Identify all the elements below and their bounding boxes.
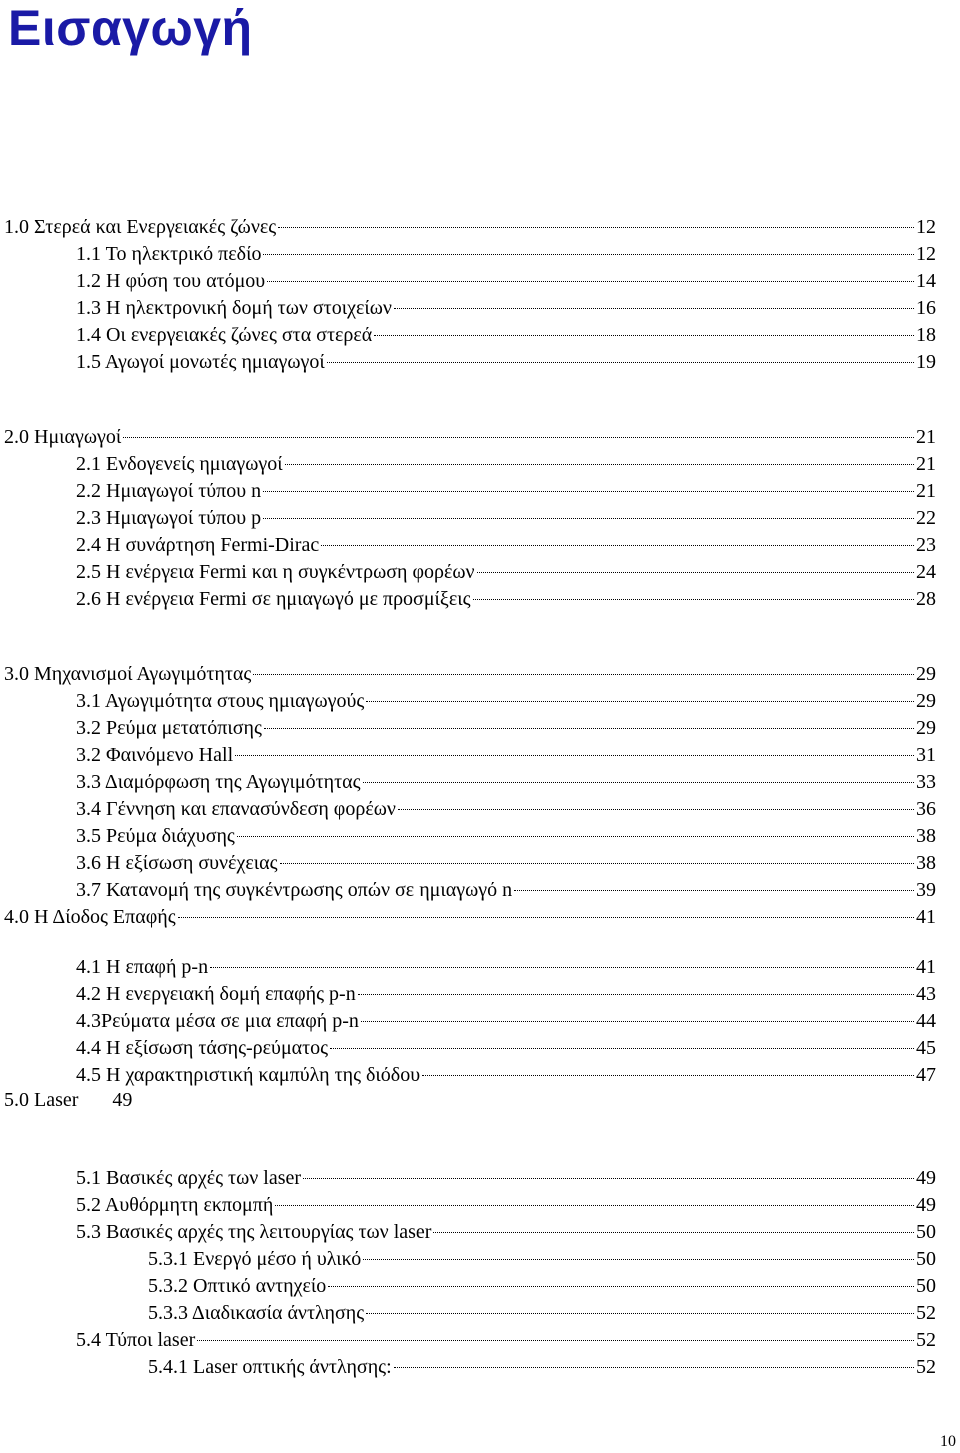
toc-entry-label: 4.0 Η Δίοδος Επαφής (4, 906, 176, 928)
toc-entry-page: 29 (916, 690, 936, 712)
dot-leader (237, 816, 914, 837)
toc-entry-page: 16 (916, 297, 936, 319)
toc-entry-label: 1.4 Οι ενεργειακές ζώνες στα στερεά (76, 324, 373, 346)
toc-entry[interactable] (76, 347, 936, 373)
toc-entry-label: 2.0 Ημιαγωγοί (4, 426, 122, 448)
dot-leader (363, 1239, 914, 1260)
toc-entry-label: 5.3.1 Ενεργό μέσο ή υλικό (148, 1248, 362, 1270)
toc-entry-page: 14 (916, 270, 936, 292)
toc-entry-page: 41 (916, 956, 936, 978)
dot-leader (253, 654, 914, 675)
dot-leader (321, 525, 914, 546)
dot-leader (514, 870, 914, 891)
toc-entry-label: 4.4 Η εξίσωση τάσης-ρεύματος (76, 1037, 329, 1059)
dot-leader (263, 498, 914, 519)
toc-entry-label: 5.1 Βασικές αρχές των laser (76, 1167, 302, 1189)
page-title: Εισαγωγή (8, 0, 253, 56)
dot-leader (263, 234, 914, 255)
toc-entry-page: 38 (916, 825, 936, 847)
dot-leader (327, 342, 914, 363)
dot-leader (361, 1001, 914, 1022)
toc-entry-page: 21 (916, 426, 936, 448)
dot-leader (123, 417, 914, 438)
dot-leader (303, 1158, 914, 1179)
toc-entry-page: 43 (916, 983, 936, 1005)
dot-leader (210, 947, 914, 968)
toc-entry-label: 2.4 Η συνάρτηση Fermi-Dirac (76, 534, 320, 556)
toc-entry-label: 5.4.1 Laser οπτικής άντλησης: (148, 1356, 392, 1378)
dot-leader (280, 843, 914, 864)
dot-leader (178, 897, 914, 918)
dot-leader (366, 681, 914, 702)
toc-entry[interactable] (4, 1087, 132, 1113)
toc-entry-page: 24 (916, 561, 936, 583)
toc-entry-page: 50 (916, 1248, 936, 1270)
dot-leader (330, 1028, 914, 1049)
toc-entry-page: 49 (916, 1167, 936, 1189)
toc-entry-page: 41 (916, 906, 936, 928)
toc-entry[interactable] (76, 1060, 936, 1086)
toc-entry-label: 3.0 Μηχανισμοί Αγωγιμότητας (4, 663, 252, 685)
toc-entry-page: 50 (916, 1221, 936, 1243)
dot-leader (278, 207, 914, 228)
toc-entry-label: 5.4 Τύποι laser (76, 1329, 196, 1351)
dot-leader (267, 261, 914, 282)
dot-leader (394, 1347, 914, 1368)
dot-leader (263, 471, 914, 492)
toc-entry-page: 29 (916, 717, 936, 739)
toc-entry-label: 3.4 Γέννηση και επανασύνδεση φορέων (76, 798, 396, 820)
toc-entry-page: 19 (916, 351, 936, 373)
toc-entry-label: 5.3 Βασικές αρχές της λειτουργίας των laser (76, 1221, 432, 1243)
toc-entry-page: 29 (916, 663, 936, 685)
toc-entry-label: 4.2 Η ενεργειακή δομή επαφής p-n (76, 983, 356, 1005)
toc-entry-label: 1.2 Η φύση του ατόμου (76, 270, 266, 292)
dot-leader (473, 579, 914, 600)
toc-entry-page: 36 (916, 798, 936, 820)
toc-entry-page: 23 (916, 534, 936, 556)
toc-entry-label: 3.2 Φαινόμενο Hall (76, 744, 234, 766)
toc-entry-label: 3.7 Κατανομή της συγκέντρωσης οπών σε ημιαγωγό n (76, 879, 513, 901)
toc-entry-label: 4.3Ρεύματα μέσα σε μια επαφή p-n (76, 1010, 359, 1032)
dot-leader (398, 789, 914, 810)
toc-entry-page: 52 (916, 1302, 936, 1324)
toc-entry-label: 3.6 Η εξίσωση συνέχειας (76, 852, 278, 874)
dot-leader (477, 552, 914, 573)
toc-entry-label: 3.3 Διαμόρφωση της Αγωγιμότητας (76, 771, 361, 793)
toc-entry-page: 22 (916, 507, 936, 529)
toc-entry-label: 2.3 Ημιαγωγοί τύπου p (76, 507, 262, 529)
dot-leader (374, 315, 914, 336)
toc-entry-page: 47 (916, 1064, 936, 1086)
toc-entry-page: 12 (916, 243, 936, 265)
dot-leader (275, 1185, 914, 1206)
toc-entry-page: 31 (916, 744, 936, 766)
toc-entry-label: 4.5 Η χαρακτηριστική καμπύλη της διόδου (76, 1064, 421, 1086)
dot-leader (328, 1266, 914, 1287)
toc-entry[interactable] (76, 584, 936, 610)
toc-entry-page: 12 (916, 216, 936, 238)
toc-entry-label: 3.1 Αγωγιμότητα στους ημιαγωγούς (76, 690, 365, 712)
toc-entry-label: 3.5 Ρεύμα διάχυσης (76, 825, 235, 847)
dot-leader (366, 1293, 914, 1314)
toc-entry-label: 2.2 Ημιαγωγοί τύπου n (76, 480, 262, 502)
toc-entry-label: 5.0 Laser (4, 1089, 79, 1111)
toc-entry-page: 28 (916, 588, 936, 610)
toc-entry-label: 2.6 Η ενέργεια Fermi σε ημιαγωγό με προσμίξεις (76, 588, 471, 610)
page-number: 10 (940, 1433, 956, 1450)
toc-entry[interactable] (4, 902, 936, 928)
toc-entry-label: 2.5 Η ενέργεια Fermi και η συγκέντρωση φορέων (76, 561, 475, 583)
toc-entry-label: 1.5 Αγωγοί μονωτές ημιαγωγοί (76, 351, 325, 373)
dot-leader (394, 288, 914, 309)
dot-leader (363, 762, 914, 783)
toc-entry-page: 21 (916, 453, 936, 475)
toc-entry-label: 5.3.3 Διαδικασία άντλησης (148, 1302, 365, 1324)
toc-entry-page: 45 (916, 1037, 936, 1059)
toc-entry-page: 49 (112, 1089, 133, 1111)
toc-entry-page: 18 (916, 324, 936, 346)
toc-entry-page: 49 (916, 1194, 936, 1216)
toc-entry-label: 1.3 Η ηλεκτρονική δομή των στοιχείων (76, 297, 392, 319)
dot-leader (197, 1320, 914, 1341)
toc-entry-label: 1.0 Στερεά και Ενεργειακές ζώνες (4, 216, 277, 238)
toc-entry-page: 50 (916, 1275, 936, 1297)
toc-entry-page: 33 (916, 771, 936, 793)
dot-leader (358, 974, 914, 995)
toc-entry-label: 4.1 Η επαφή p-n (76, 956, 209, 978)
toc-entry-page: 52 (916, 1329, 936, 1351)
dot-leader (422, 1055, 914, 1076)
toc-entry-page: 39 (916, 879, 936, 901)
toc-entry-page: 44 (916, 1010, 936, 1032)
toc-entry-label: 5.3.2 Οπτικό αντηχείο (148, 1275, 327, 1297)
dot-leader (285, 444, 914, 465)
toc-entry-page: 21 (916, 480, 936, 502)
toc-entry-label: 1.1 Το ηλεκτρικό πεδίο (76, 243, 262, 265)
toc-entry-label: 2.1 Ενδογενείς ημιαγωγοί (76, 453, 283, 475)
dot-leader (235, 735, 914, 756)
toc-entry-page: 38 (916, 852, 936, 874)
dot-leader (433, 1212, 914, 1233)
toc-entry-label: 5.2 Αυθόρμητη εκπομπή (76, 1194, 274, 1216)
dot-leader (264, 708, 914, 729)
toc-entry-page: 52 (916, 1356, 936, 1378)
toc-entry-label: 3.2 Ρεύμα μετατόπισης (76, 717, 262, 739)
toc-entry[interactable] (148, 1352, 936, 1378)
